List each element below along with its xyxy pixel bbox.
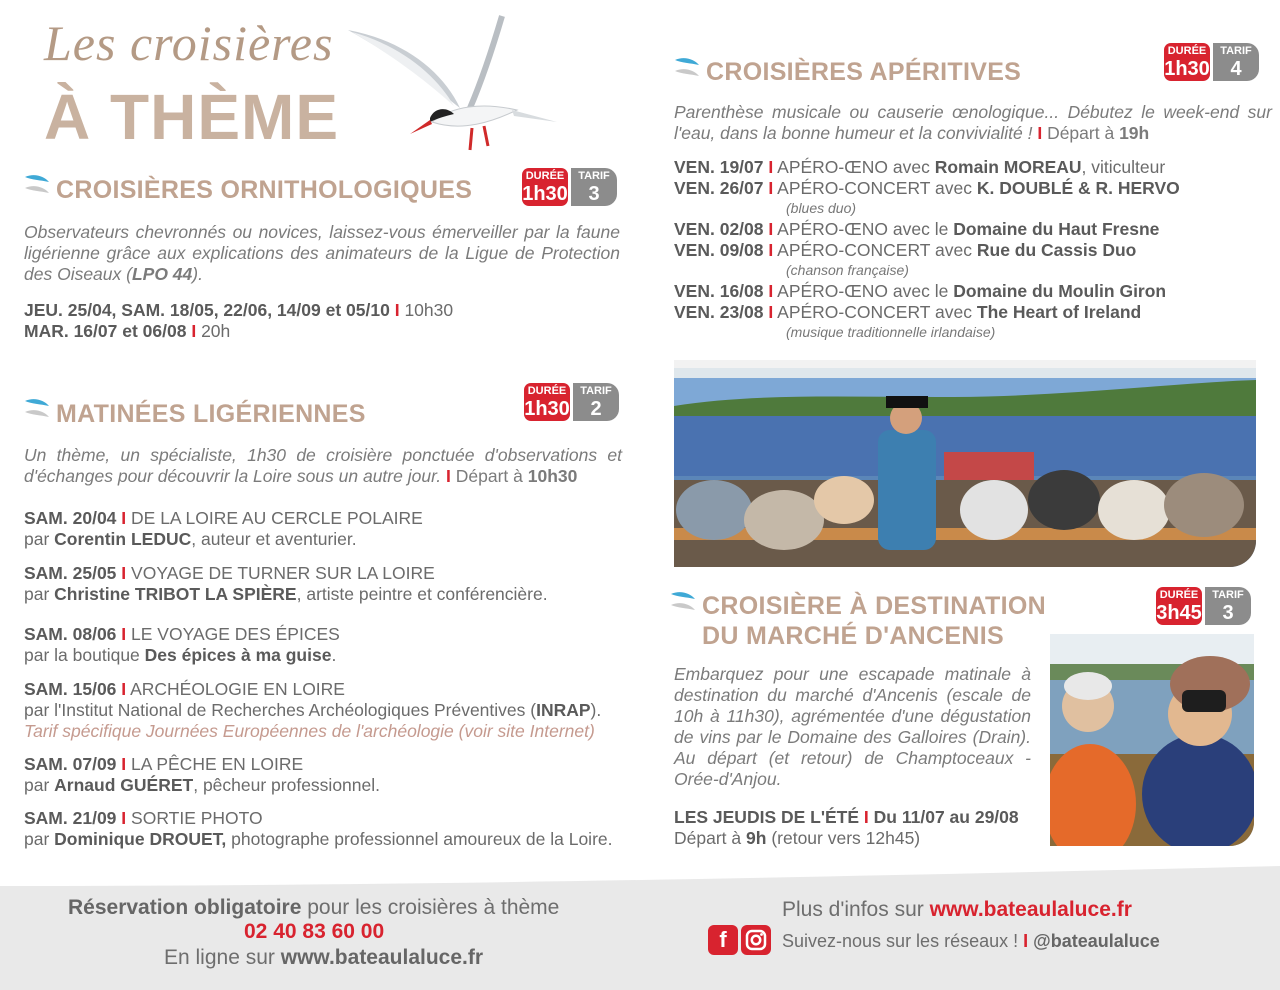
footer-online-link[interactable]: www.bateaulaluce.fr — [280, 946, 484, 969]
footer-infos-link[interactable]: www.bateaulaluce.fr — [929, 898, 1132, 921]
matinees-event-speaker: par Dominique DROUET, photographe professionnel amoureux de la Loire. — [24, 829, 613, 849]
wave-icon — [674, 57, 700, 79]
matinees-event: SAM. 20/04 I DE LA LOIRE AU CERCLE POLAIRE — [24, 508, 423, 528]
ornitho-date-line: MAR. 16/07 et 06/08 I 20h — [24, 321, 231, 341]
aperitives-event: VEN. 02/08 I APÉRO-ŒNO avec le Domaine du Haut Fresne — [674, 219, 1160, 239]
matinees-title: MATINÉES LIGÉRIENNES — [56, 400, 366, 428]
aperitives-title: CROISIÈRES APÉRITIVES — [706, 58, 1022, 86]
marche-depart: Départ à 9h (retour vers 12h45) — [674, 828, 921, 848]
marche-description: Embarquez pour une escapade matinale à destination du marché d'Ancenis (escale de 10h à 11h30), agrémentée d'une dégustation de vins par le Domaine des Galloires (Drain). Au départ (et retour) de Champtoceaux - Orée-d'Anjou. — [674, 664, 1031, 789]
boat-deck-photo — [674, 360, 1256, 567]
matinees-description: Un thème, un spécialiste, 1h30 de croisière ponctuée d'observations et d'échanges pour découvrir la Loire sous un autre jour. I Départ à 10h30 — [24, 445, 622, 486]
matinees-event: SAM. 08/06 I LE VOYAGE DES ÉPICES — [24, 624, 340, 644]
ornitho-date-line: JEU. 25/04, SAM. 18/05, 22/06, 14/09 et 05/10 I 10h30 — [24, 300, 454, 320]
aperitives-event-note: (musique traditionnelle irlandaise) — [786, 324, 996, 340]
footer-infos: Plus d'infos sur www.bateaulaluce.fr — [782, 898, 1132, 921]
aperitives-event: VEN. 16/08 I APÉRO-ŒNO avec le Domaine du Moulin Giron — [674, 281, 1167, 301]
aperitives-event-note: (blues duo) — [786, 200, 857, 216]
matinees-event-speaker: par la boutique Des épices à ma guise. — [24, 645, 337, 665]
header-main-title: À THÈME — [44, 81, 339, 153]
footer-phone[interactable]: 02 40 83 60 00 — [244, 920, 385, 943]
matinees-event: SAM. 07/09 I LA PÊCHE EN LOIRE — [24, 754, 304, 774]
ornitho-title: CROISIÈRES ORNITHOLOGIQUES — [56, 176, 473, 204]
matinees-event: SAM. 21/09 I SORTIE PHOTO — [24, 808, 263, 828]
matinees-badge: DURÉE 1h30 TARIF 2 — [524, 383, 619, 421]
matinees-event-speaker: par Arnaud GUÉRET, pêcheur professionnel. — [24, 775, 381, 795]
aperitives-description: Parenthèse musicale ou causerie œnologique... Débutez le week-end sur l'eau, dans la bonne humeur et la convivialité ! I Départ à 19h — [674, 102, 1272, 143]
matinees-event: SAM. 15/06 I ARCHÉOLOGIE EN LOIRE — [24, 679, 345, 699]
header-script-title: Les croisières — [44, 15, 334, 71]
aperitives-badge: DURÉE 1h30 TARIF 4 — [1164, 43, 1259, 81]
aperitives-event: VEN. 09/08 I APÉRO-CONCERT avec Rue du Cassis Duo — [674, 240, 1137, 260]
wave-icon — [24, 398, 50, 420]
footer-online: En ligne sur www.bateaulaluce.fr — [164, 946, 484, 969]
footer-social-handle[interactable]: @bateaulaluce — [1033, 931, 1160, 951]
marche-title-line2: DU MARCHÉ D'ANCENIS — [702, 622, 1004, 650]
marche-dates: LES JEUDIS DE L'ÉTÉ I Du 11/07 au 29/08 — [674, 807, 1019, 827]
marche-title-line1: CROISIÈRE À DESTINATION — [702, 592, 1046, 620]
aperitives-event: VEN. 26/07 I APÉRO-CONCERT avec K. DOUBLÉ & R. HERVO — [674, 178, 1180, 198]
matinees-event-note: Tarif spécifique Journées Européennes de l'archéologie (voir site Internet) — [24, 721, 595, 741]
facebook-icon[interactable]: f — [708, 925, 738, 955]
matinees-event-speaker: par l'Institut National de Recherches Archéologiques Préventives (INRAP). — [24, 700, 602, 720]
matinees-event: SAM. 25/05 I VOYAGE DE TURNER SUR LA LOIRE — [24, 563, 435, 583]
footer-social: Suivez-nous sur les réseaux ! I @bateaulaluce — [782, 931, 1160, 951]
ornitho-badge: DURÉE 1h30 TARIF 3 — [522, 168, 617, 206]
binoculars-photo — [1050, 634, 1254, 846]
wave-icon — [670, 591, 696, 613]
matinees-event-speaker: par Christine TRIBOT LA SPIÈRE, artiste peintre et conférencière. — [24, 584, 548, 604]
aperitives-event-note: (chanson française) — [786, 262, 909, 278]
footer-background — [0, 860, 1280, 990]
aperitives-event: VEN. 23/08 I APÉRO-CONCERT avec The Heart of Ireland — [674, 302, 1142, 322]
marche-badge: DURÉE 3h45 TARIF 3 — [1156, 587, 1251, 625]
instagram-icon[interactable] — [741, 925, 771, 955]
matinees-event-speaker: par Corentin LEDUC, auteur et aventurier. — [24, 529, 357, 549]
footer-reservation: Réservation obligatoire pour les croisières à thème — [68, 896, 560, 919]
wave-icon — [24, 174, 50, 196]
aperitives-event: VEN. 19/07 I APÉRO-ŒNO avec Romain MOREAU, viticulteur — [674, 157, 1166, 177]
tern-bird-icon — [342, 10, 562, 170]
ornitho-description: Observateurs chevronnés ou novices, laissez-vous émerveiller par la faune ligérienne grâce aux explications des animateurs de la Ligue de Protection des Oiseaux (LPO 44). — [24, 222, 620, 284]
